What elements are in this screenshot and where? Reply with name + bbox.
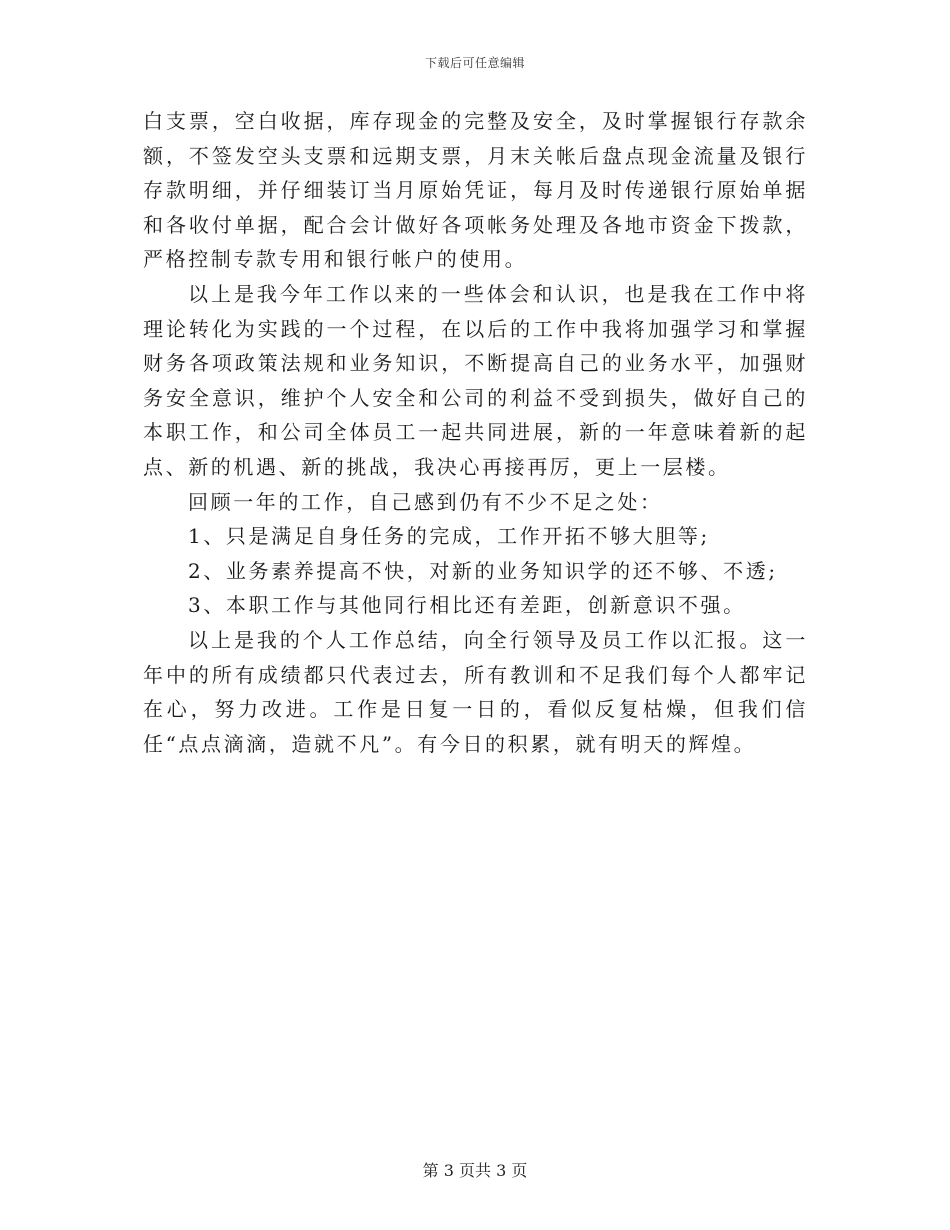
list-item-3: 3、本职工作与其他同行相比还有差距，创新意识不强。 (188, 593, 746, 618)
page-number: 第 3 页共 3 页 (422, 1161, 528, 1180)
list-item-1: 1、只是满足自身任务的完成，工作开拓不够大胆等; (188, 524, 710, 549)
list-item-2: 2、业务素养提高不快，对新的业务知识学的还不够、不透; (188, 558, 778, 583)
paragraph-summary: 以上是我今年工作以来的一些体会和认识，也是我在工作中将理论转化为实践的一个过程，在以后的工作中我将加强学习和掌握财务各项政策法规和业务知识，不断提高自己的业务水平，加强财务安全意识，维护个人安全和公司的利益不受到损失，做好自己的本职工作，和公司全体员工一起共同进展，新的一年意味着新的起点、新的机遇、新的挑战，我决心再接再厉，更上一层楼。 (143, 281, 808, 479)
paragraph-continued: 白支票，空白收据，库存现金的完整及安全，及时掌握银行存款余额，不签发空头支票和远期支票，月末关帐后盘点现金流量及银行存款明细，并仔细装订当月原始凭证，每月及时传递银行原始单据和各收付单据，配合会计做好各项帐务处理及各地市资金下拨款，严格控制专款专用和银行帐户的使用。 (143, 109, 808, 272)
paragraph-conclusion: 以上是我的个人工作总结，向全行领导及员工作以汇报。这一年中的所有成绩都只代表过去，所有教训和不足我们每个人都牢记在心，努力改进。工作是日复一日的，看似反复枯燥，但我们信任“点点滴滴，造就不凡”。有今日的积累，就有明天的辉煌。 (143, 627, 808, 756)
document-body (143, 104, 808, 761)
paragraph-shortcomings-intro: 回顾一年的工作，自己感到仍有不少不足之处： (188, 489, 663, 514)
header-download-note: 下载后可任意编辑 (424, 56, 525, 70)
